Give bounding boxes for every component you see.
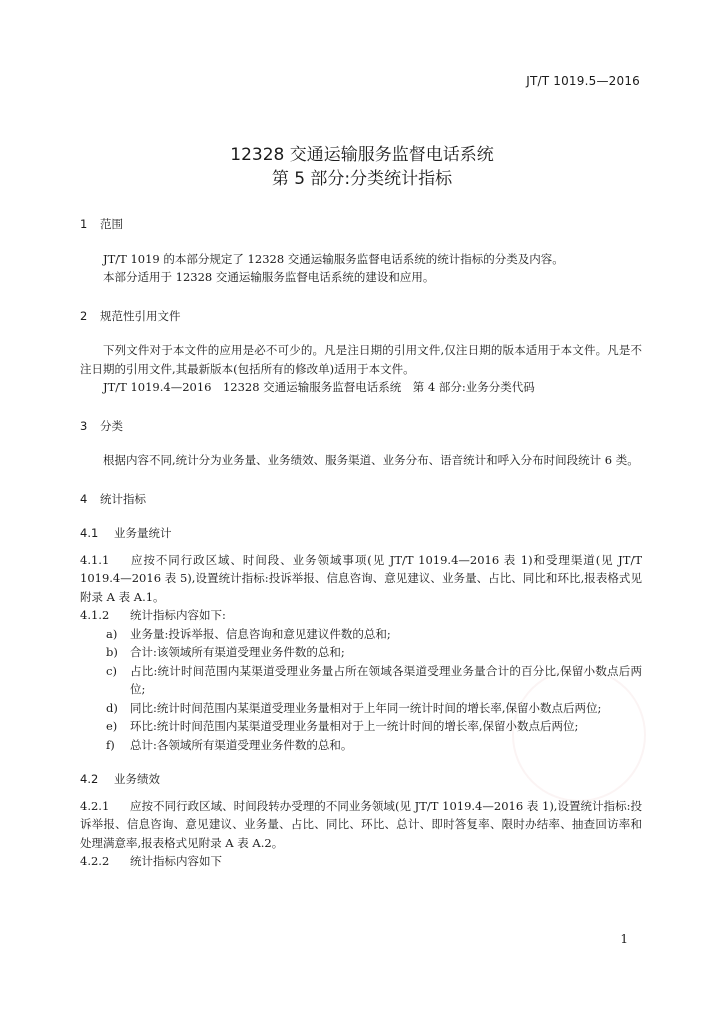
list-item-text: 环比:统计时间范围内某渠道受理业务量相对于上一统计时间的增长率,保留小数点后两位;	[130, 719, 579, 733]
clause	[80, 606, 642, 625]
section-number: 3	[80, 418, 88, 433]
clause-text: 统计指标内容如下:	[130, 608, 226, 622]
list-item	[80, 717, 642, 736]
list-item-text: 合计:该领域所有渠道受理业务件数的总和;	[130, 645, 345, 659]
list-marker: b)	[106, 645, 118, 659]
list-item-text: 业务量:投诉举报、信息咨询和意见建议件数的总和;	[130, 626, 391, 641]
list-item-text: 总计:各领域所有渠道受理业务件数的总和。	[130, 737, 353, 752]
list-item	[80, 662, 642, 699]
list-item	[80, 699, 642, 718]
clause-text: 应按不同行政区域、时间段、业务领域事项(见 JT/T 1019.4—2016 表 1)和受理渠道(见 JT/T 1019.4—2016 表 5),设置统计指标:投诉举报、信息咨询、意见建议、业务量、占比、同比和环比,报表格式见附录 A 表 A.1。	[80, 552, 642, 604]
list-marker: c)	[106, 663, 117, 678]
document-title-line2: 第 5 部分:分类统计指标	[271, 169, 453, 189]
list-item-text: 占比:统计时间范围内某渠道受理业务量占所在领域各渠道受理业务量合计的百分比,保留小数点后两位;	[130, 663, 642, 696]
list-item-text: 同比:统计时间范围内某渠道受理业务量相对于上年同一统计时间的增长率,保留小数点后两位;	[130, 700, 602, 715]
section-heading-scope	[80, 215, 642, 234]
list-marker: a)	[106, 626, 118, 641]
standard-code-header: JT/T 1019.5—2016	[526, 74, 640, 88]
subsection-number: 4.1	[80, 526, 99, 540]
subsection-title: 业务量统计	[114, 526, 172, 540]
list-item	[80, 625, 642, 644]
list-item	[80, 643, 642, 662]
paragraph: 下列文件对于本文件的应用是必不可少的。凡是注日期的引用文件,仅注日期的版本适用于本文件。凡是不注日期的引用文件,其最新版本(包括所有的修改单)适用于本文件。	[80, 343, 642, 376]
page-number: 1	[620, 932, 628, 946]
reference-entry: JT/T 1019.4—2016 12328 交通运输服务监督电话系统 第 4 部分:业务分类代码	[103, 380, 535, 394]
clause-text: 统计指标内容如下	[130, 854, 222, 868]
document-body	[80, 215, 642, 871]
clause-text: 应按不同行政区域、时间段转办受理的不同业务领域(见 JT/T 1019.4—2016 表 1),设置统计指标:投诉举报、信息咨询、意见建议、业务量、占比、同比、环比、总计、即时答复率、限时办结率、抽查回访率和处理满意率,报表格式见附录 A 表 A.2。	[80, 798, 642, 850]
paragraph: JT/T 1019 的本部分规定了 12328 交通运输服务监督电话系统的统计指标的分类及内容。	[103, 251, 564, 266]
clause-number: 4.2.2	[80, 854, 110, 868]
section-number: 2	[80, 308, 88, 323]
section-number: 4	[80, 491, 88, 506]
list-marker: e)	[106, 719, 118, 733]
clause-number: 4.2.1	[80, 798, 110, 813]
subsection-heading-business-volume	[80, 524, 642, 543]
section-title: 规范性引用文件	[100, 308, 181, 323]
section-heading-statistical-indicators	[80, 490, 642, 509]
clause	[80, 852, 642, 871]
subsection-number: 4.2	[80, 772, 99, 786]
paragraph: 本部分适用于 12328 交通运输服务监督电话系统的建设和应用。	[103, 270, 435, 284]
clause-number: 4.1.2	[80, 608, 110, 622]
list-marker: f)	[106, 737, 115, 752]
subsection-title: 业务绩效	[114, 772, 160, 786]
section-number: 1	[80, 217, 88, 231]
clause	[80, 551, 642, 607]
list-item	[80, 736, 642, 755]
subsection-heading-business-performance	[80, 770, 642, 789]
section-heading-classification	[80, 417, 642, 436]
section-heading-normative-references	[80, 307, 642, 326]
section-title: 范围	[100, 217, 123, 231]
clause-number: 4.1.1	[80, 552, 110, 567]
paragraph: 根据内容不同,统计分为业务量、业务绩效、服务渠道、业务分布、语音统计和呼入分布时间段统计 6 类。	[103, 453, 639, 467]
list-marker: d)	[106, 700, 118, 715]
document-title-line1: 12328 交通运输服务监督电话系统	[230, 145, 494, 165]
clause	[80, 797, 642, 853]
section-title: 分类	[100, 418, 123, 433]
section-title: 统计指标	[100, 491, 146, 506]
